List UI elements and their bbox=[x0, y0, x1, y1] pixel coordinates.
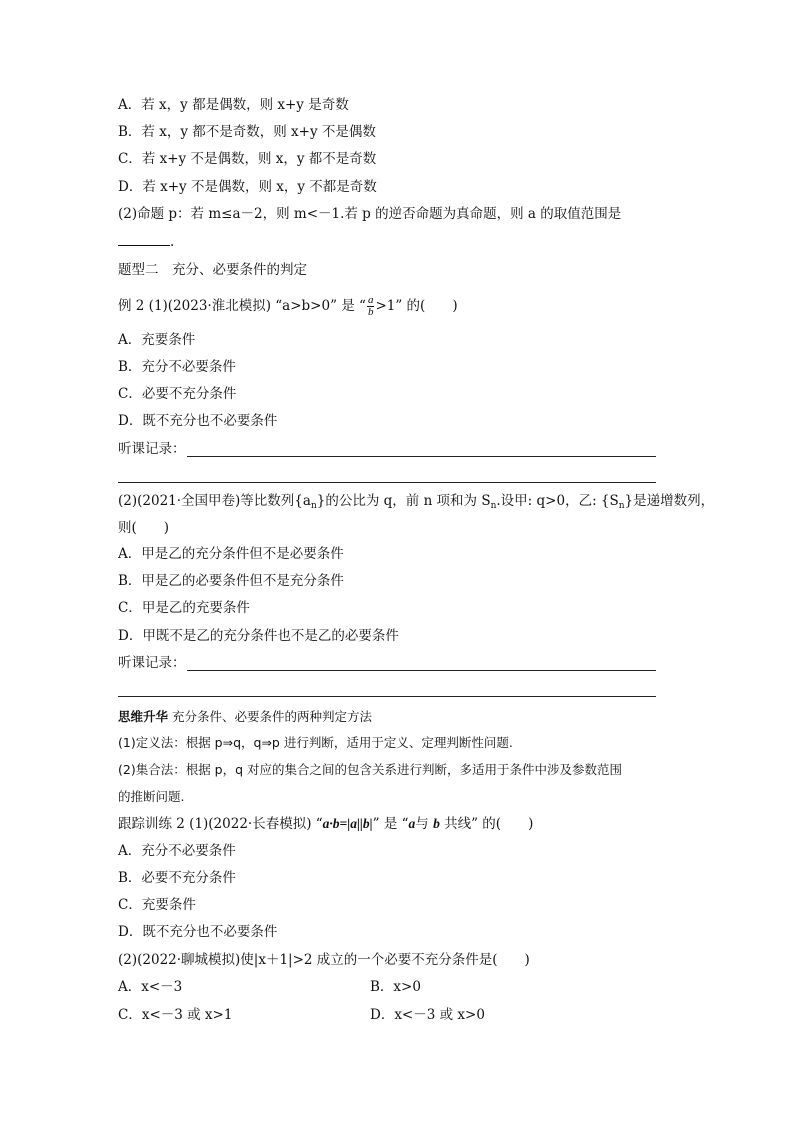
notes-line bbox=[118, 696, 656, 697]
example-2-2-stem-cont: 则( ) bbox=[118, 520, 170, 536]
notes-line bbox=[118, 482, 656, 483]
notes-line bbox=[187, 456, 656, 457]
ex2-2-option-a: A．甲是乙的充分条件但不是必要条件 bbox=[118, 546, 344, 562]
tr2-2-option-c: C．x<－3 或 x>1 bbox=[118, 1007, 233, 1023]
ex2-1-option-a: A．充要条件 bbox=[118, 332, 196, 348]
notes-label-2: 听课记录： bbox=[118, 655, 186, 671]
notes-line bbox=[187, 670, 656, 671]
answer-blank bbox=[118, 232, 170, 246]
ex2-1-option-d: D．既不充分也不必要条件 bbox=[118, 413, 278, 429]
ex2-2-option-b: B．甲是乙的必要条件但不是充分条件 bbox=[118, 573, 344, 589]
tr2-1-option-b: B．必要不充分条件 bbox=[118, 870, 236, 886]
tip-paragraph-2: (2)集合法：根据 p，q 对应的集合之间的包含关系进行判断，多适用于条件中涉及参数范围 bbox=[118, 762, 623, 777]
tr2-1-option-c: C．充要条件 bbox=[118, 897, 196, 913]
section-title: 题型二 充分、必要条件的判定 bbox=[118, 262, 307, 278]
training-2-1-stem: 跟踪训练 2 (1)(2022·长春模拟) “a·b=|a||b|” 是 “a与 b 共线” 的( ) bbox=[118, 816, 534, 832]
ex2-1-option-c: C．必要不充分条件 bbox=[118, 386, 237, 402]
ex2-1-option-b: B．充分不必要条件 bbox=[118, 359, 236, 375]
fraction: $\frac{a}{b}$ bbox=[367, 294, 374, 318]
tr2-2-option-a: A．x<－3 bbox=[118, 979, 183, 995]
question-2-text: (2)命题 p：若 m≤a－2，则 m<－1.若 p 的逆否命题为真命题，则 a 的取值范围是 bbox=[118, 206, 622, 222]
tip-heading: 思维升华 充分条件、必要条件的两种判定方法 bbox=[118, 709, 373, 724]
notes-label-1: 听课记录： bbox=[118, 441, 186, 457]
option-a: A．若 x，y 都是偶数，则 x+y 是奇数 bbox=[118, 97, 349, 113]
example-2-1-stem: 例 2 (1)(2023·淮北模拟) “a>b>0” 是 “ $\frac{a}{b}$ >1” 的( ) bbox=[118, 294, 458, 318]
tip-paragraph-1: (1)定义法：根据 p⇒q，q⇒p 进行判断，适用于定义、定理判断性问题. bbox=[118, 735, 513, 750]
option-d: D．若 x+y 不是偶数，则 x，y 不都是奇数 bbox=[118, 179, 377, 195]
ex2-2-option-d: D．甲既不是乙的充分条件也不是乙的必要条件 bbox=[118, 628, 399, 644]
question-2-answer-line: . bbox=[118, 232, 174, 251]
tr2-2-option-d: D．x<－3 或 x>0 bbox=[370, 1007, 485, 1023]
training-2-2-stem: (2)(2022·聊城模拟)使|x＋1|>2 成立的一个必要不充分条件是( ) bbox=[118, 952, 530, 968]
tip-paragraph-2-cont: 的推断问题. bbox=[118, 789, 185, 804]
option-c: C．若 x+y 不是偶数，则 x，y 都不是奇数 bbox=[118, 151, 377, 167]
ex2-2-option-c: C．甲是乙的充要条件 bbox=[118, 600, 250, 616]
example-2-2-stem: (2)(2021·全国甲卷)等比数列$\{a_n\}$的公比为 q，前 n 项和为 $S_n$.设甲: q>0，乙: $\{S_n\}$是递增数列， bbox=[118, 493, 715, 511]
tr2-1-option-a: A．充分不必要条件 bbox=[118, 843, 236, 859]
tr2-2-option-b: B．x>0 bbox=[370, 979, 421, 995]
option-b: B．若 x，y 都不是奇数，则 x+y 不是偶数 bbox=[118, 124, 376, 140]
tr2-1-option-d: D．既不充分也不必要条件 bbox=[118, 924, 278, 940]
